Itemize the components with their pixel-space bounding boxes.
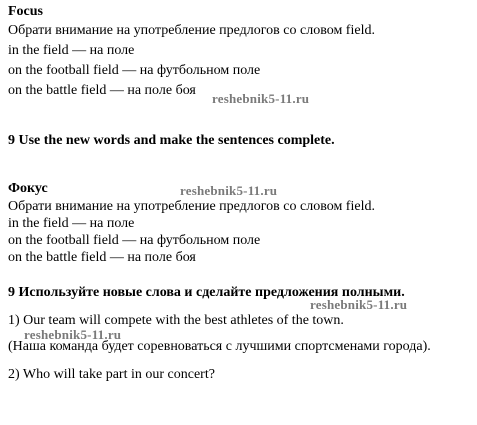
watermark-4: reshebnik5-11.ru: [24, 327, 122, 342]
watermark-3: reshebnik5-11.ru: [310, 297, 408, 312]
focus-line-3: on the football field — на футбольном поле: [8, 63, 261, 78]
focus-line-2: in the field — на поле: [8, 43, 135, 58]
focus-line-4: on the battle field — на поле боя: [8, 83, 196, 98]
sentence-2: 2) Who will take part in our concert?: [8, 367, 215, 382]
sentence-1-translation: (Наша команда будет соревноваться с лучшими спортсменами города).: [8, 339, 431, 354]
fokus-line-1: Обрати внимание на употребление предлогов со словом field.: [8, 199, 375, 214]
exercise-heading-ru: 9 Используйте новые слова и сделайте предложения полными.: [8, 285, 405, 300]
fokus-heading: Фокус: [8, 181, 48, 196]
sentence-1: 1) Our team will compete with the best athletes of the town.: [8, 313, 344, 328]
fokus-line-2: in the field — на поле: [8, 216, 135, 231]
focus-line-1: Обрати внимание на употребление предлогов со словом field.: [8, 23, 375, 38]
watermark-2: reshebnik5-11.ru: [180, 183, 278, 198]
fokus-line-4: on the battle field — на поле боя: [8, 250, 196, 265]
fokus-line-3: on the football field — на футбольном поле: [8, 233, 261, 248]
watermark-1: reshebnik5-11.ru: [212, 91, 310, 106]
focus-heading: Focus: [8, 4, 43, 19]
exercise-heading-en: 9 Use the new words and make the sentences complete.: [8, 133, 335, 148]
